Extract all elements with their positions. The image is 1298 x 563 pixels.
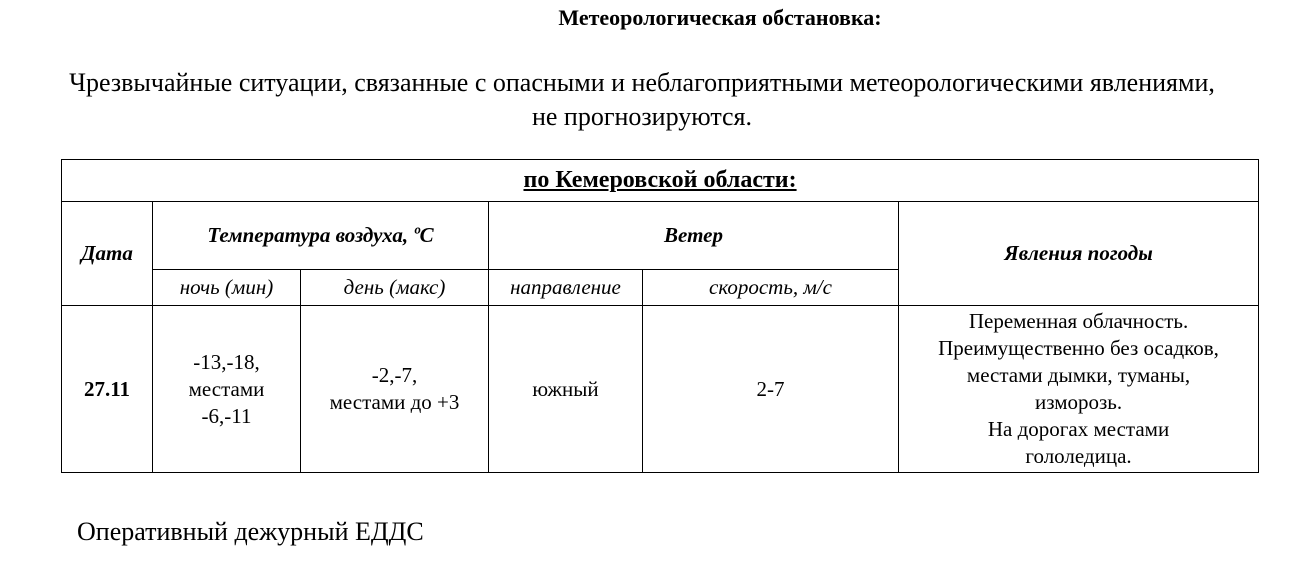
footer-signature: Оперативный дежурный ЕДДС bbox=[77, 517, 424, 546]
cell-night-temp: -13,-18, местами -6,-11 bbox=[153, 306, 301, 473]
region-title-row bbox=[62, 160, 1259, 202]
header-day: день (макс) bbox=[301, 270, 489, 306]
cell-day-temp: -2,-7, местами до +3 bbox=[301, 306, 489, 473]
cell-wind-speed: 2-7 bbox=[643, 306, 899, 473]
header-direction: направление bbox=[489, 270, 643, 306]
intro-text: Чрезвычайные ситуации, связанные с опасными и неблагоприятными метеорологическими явлениями, не прогнозируются. bbox=[69, 68, 1215, 131]
header-wind: Ветер bbox=[489, 202, 899, 270]
header-night: ночь (мин) bbox=[153, 270, 301, 306]
forecast-table bbox=[61, 159, 1259, 473]
cell-phenomena: Переменная облачность. Преимущественно без осадков, местами дымки, туманы, изморозь. На дорогах местами гололедица. bbox=[899, 306, 1259, 473]
header-speed: скорость, м/с bbox=[643, 270, 899, 306]
cell-date: 27.11 bbox=[62, 306, 153, 473]
header-date: Дата bbox=[62, 202, 153, 306]
header-row bbox=[62, 202, 1259, 270]
header-phenomena: Явления погоды bbox=[899, 202, 1259, 306]
region-title: по Кемеровской области: bbox=[62, 160, 1259, 202]
table-row bbox=[62, 306, 1259, 473]
cell-wind-direction: южный bbox=[489, 306, 643, 473]
header-temperature: Температура воздуха, ºС bbox=[153, 202, 489, 270]
page-heading: Метеорологическая обстановка: bbox=[558, 5, 882, 30]
